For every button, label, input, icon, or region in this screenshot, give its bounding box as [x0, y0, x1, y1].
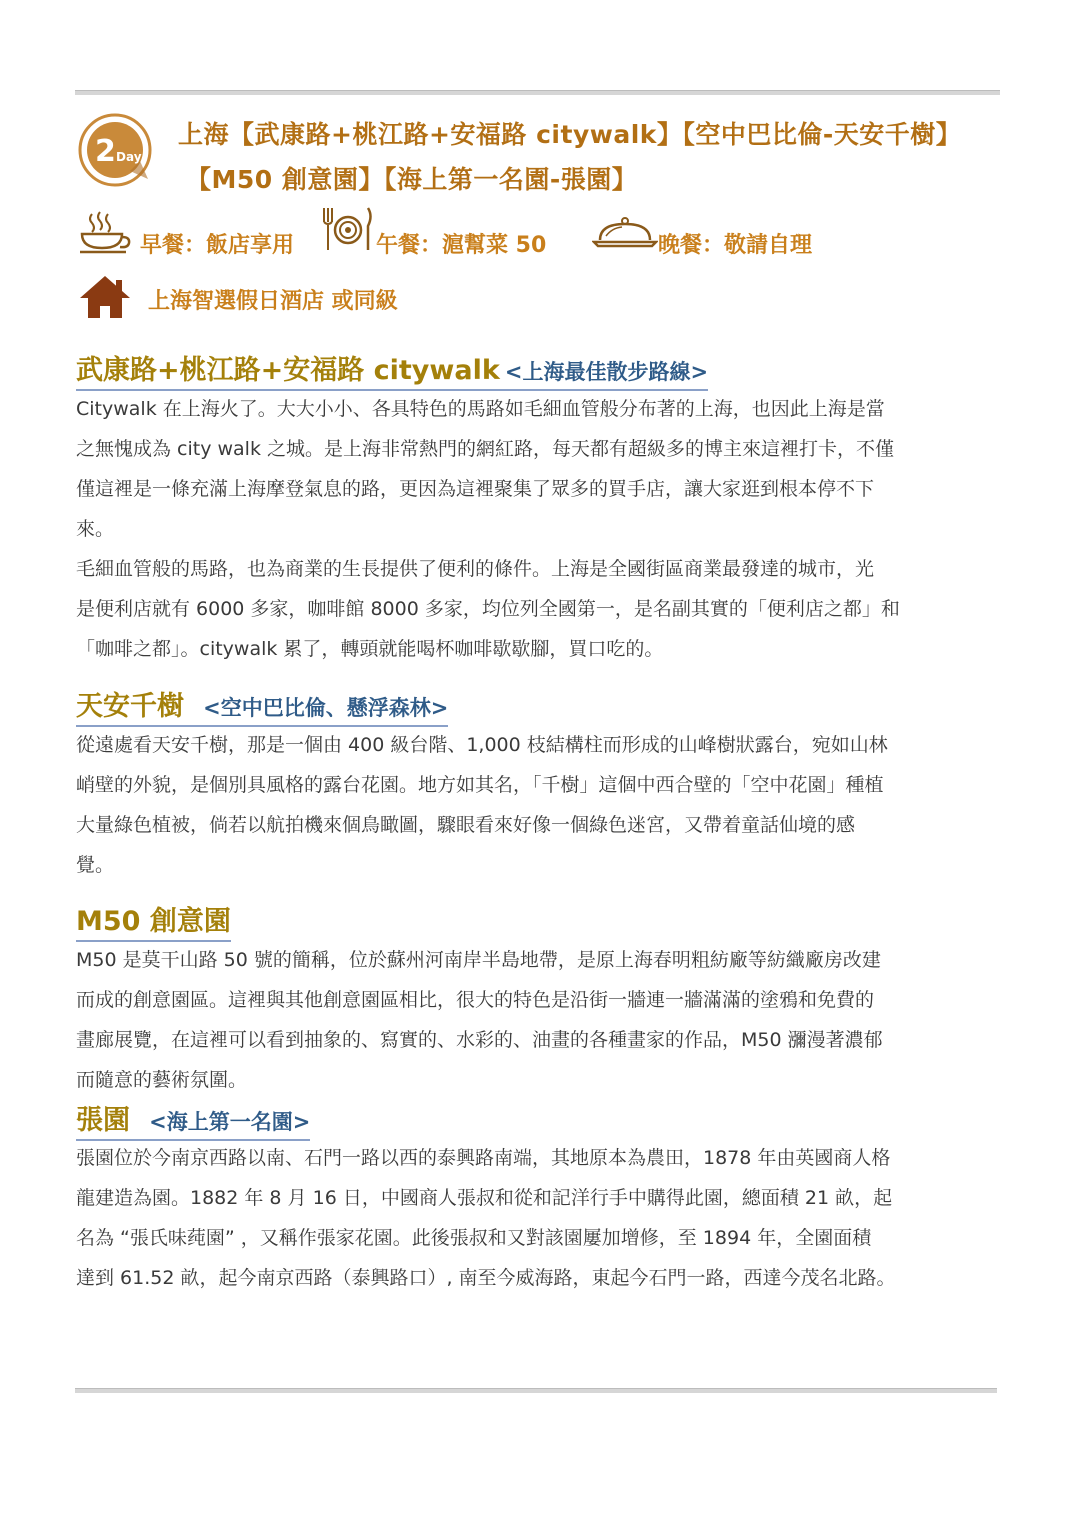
text-line: 從遠處看天安千樹，那是一個由 400 級台階、1,000 枝結構柱而形成的山峰樹狀露台，宛如山林	[76, 734, 888, 756]
section-heading-zhangyuan	[76, 1098, 310, 1141]
paragraph-citywalk-1	[76, 389, 1006, 549]
hotel-text: 上海智選假日酒店 或同級	[148, 289, 398, 314]
text-line: 而隨意的藝術氛圍。	[76, 1069, 248, 1091]
dinner-text: 晚餐：敬請自理	[658, 233, 813, 258]
itinerary-title-line-2: 【M50 創意園】【海上第一名園-張園】	[186, 165, 638, 194]
section-subtitle: <海上第一名園>	[149, 1110, 311, 1134]
breakfast-text: 早餐：飯店享用	[140, 233, 295, 258]
text-line: 而成的創意園區。這裡與其他創意園區相比，很大的特色是沿街一牆連一牆滿滿的塗鴉和免費的	[76, 989, 875, 1011]
paragraph-citywalk-2	[76, 549, 1006, 669]
section-title: 張園	[76, 1105, 130, 1136]
plate-cutlery-icon	[320, 206, 376, 252]
section-heading-m50	[76, 899, 231, 942]
text-line: 大量綠色植被，倘若以航拍機來個鳥瞰圖，驟眼看來好像一個綠色迷宮，又帶着童話仙境的感	[76, 814, 856, 836]
section-subtitle: <空中巴比倫、懸浮森林>	[203, 696, 449, 720]
text-line: 達到 61.52 畝，起今南京西路（泰興路口）, 南至今威海路，東起今石門一路，西達今茂名北路。	[76, 1267, 896, 1289]
text-line: 張園位於今南京西路以南、石門一路以西的泰興路南端，其地原本為農田，1878 年由英國商人格	[76, 1147, 891, 1169]
day-number: 2	[95, 134, 116, 169]
house-icon	[78, 274, 132, 320]
meals-row	[78, 206, 978, 256]
top-divider	[75, 90, 1000, 95]
lunch-text: 午餐：滬幫菜 50	[376, 233, 547, 258]
text-line: M50 是莫干山路 50 號的簡稱，位於蘇州河南岸半島地帶，是原上海春明粗紡廠等紡織廠房改建	[76, 949, 881, 971]
section-title: 武康路+桃江路+安福路 citywalk	[76, 355, 500, 386]
day-badge-icon	[78, 113, 152, 187]
paragraph-tianan	[76, 725, 1006, 885]
text-line: 龍建造為園。1882 年 8 月 16 日，中國商人張叔和從和記洋行手中購得此園，總面積 21 畝，起	[76, 1187, 893, 1209]
section-title: M50 創意園	[76, 906, 231, 937]
cloche-icon	[592, 216, 658, 248]
text-line: 畫廊展覽，在這裡可以看到抽象的、寫實的、水彩的、油畫的各種畫家的作品，M50 瀰漫著濃郁	[76, 1029, 883, 1051]
day-suffix: Day	[116, 150, 142, 164]
text-line: 來。	[76, 518, 115, 540]
text-line: 毛細血管般的馬路，也為商業的生長提供了便利的條件。上海是全國街區商業最發達的城市，光	[76, 558, 875, 580]
section-heading-citywalk	[76, 348, 708, 391]
paragraph-m50	[76, 940, 1006, 1100]
text-line: 名為 “張氏味莼園” ，又稱作張家花園。此後張叔和又對該園屢加增修，至 1894 年，全園面積	[76, 1227, 872, 1249]
text-line: 僅這裡是一條充滿上海摩登氣息的路，更因為這裡聚集了眾多的買手店，讓大家逛到根本停不下	[76, 478, 875, 500]
itinerary-title-line-1: 上海【武康路+桃江路+安福路 citywalk】【空中巴比倫-天安千樹】	[178, 120, 962, 149]
paragraph-zhangyuan	[76, 1138, 1006, 1298]
section-heading-tianan	[76, 684, 448, 727]
text-line: 是便利店就有 6000 多家，咖啡館 8000 多家，均位列全國第一，是名副其實的「便利店之都」和	[76, 598, 900, 620]
text-line: Citywalk 在上海火了。大大小小、各具特色的馬路如毛細血管般分布著的上海，也因此上海是當	[76, 398, 885, 420]
text-line: 峭壁的外貌，是個別具風格的露台花園。地方如其名，「千樹」這個中西合壁的「空中花園」種植	[76, 774, 884, 796]
section-subtitle: <上海最佳散步路線>	[504, 360, 709, 384]
text-line: 「咖啡之都」。citywalk 累了，轉頭就能喝杯咖啡歇歇腳，買口吃的。	[76, 638, 664, 660]
coffee-cup-icon	[78, 210, 132, 256]
text-line: 之無愧成為 city walk 之城。是上海非常熱門的網紅路，每天都有超級多的博主來這裡打卡，不僅	[76, 438, 895, 460]
bottom-divider	[75, 1388, 997, 1393]
section-title: 天安千樹	[76, 691, 184, 722]
text-line: 覺。	[76, 854, 115, 876]
